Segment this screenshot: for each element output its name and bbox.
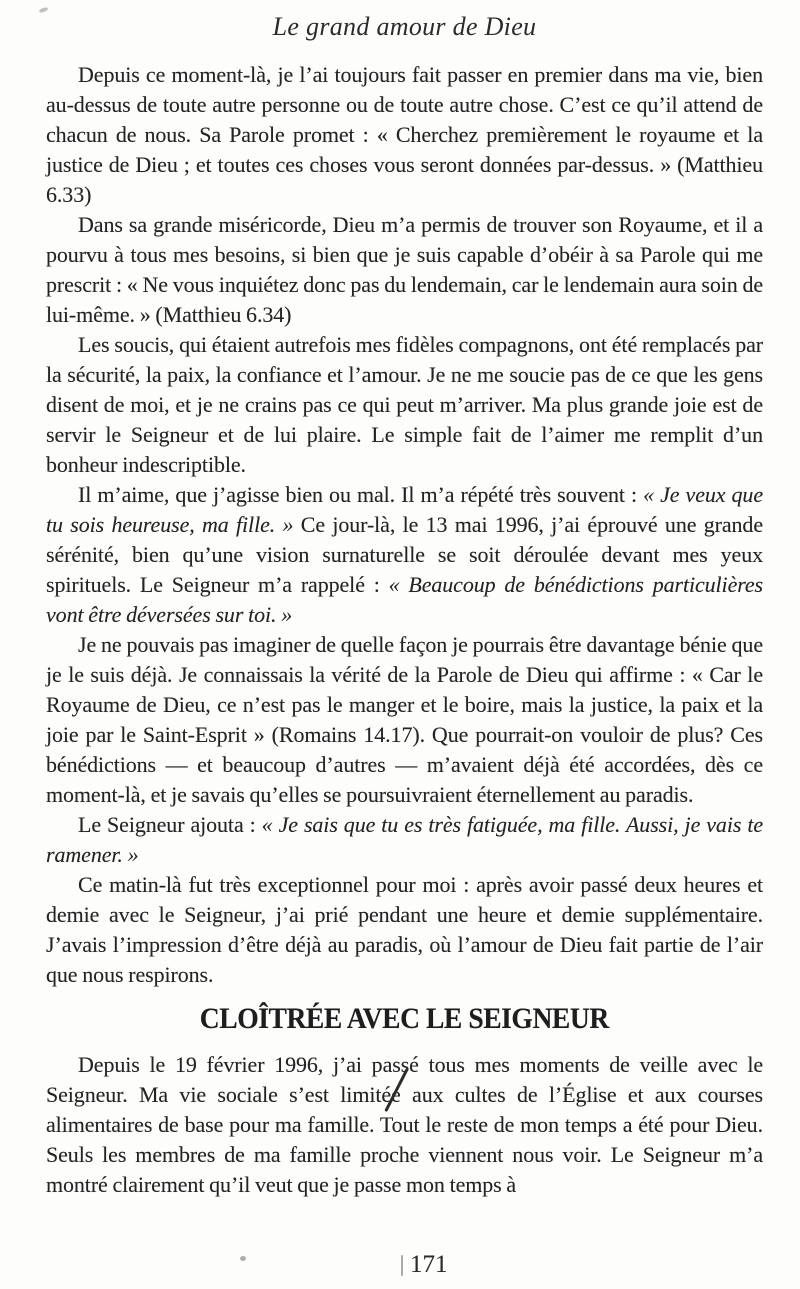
paragraph xyxy=(46,630,763,810)
section-heading-text: CLOÎTRÉE AVEC LE SEIGNEUR xyxy=(199,1002,610,1035)
body-text: Le Seigneur ajouta : xyxy=(78,812,262,837)
body-text: Depuis le 19 février 1996, j’ai passé tous mes moments de veille avec le Seigneur. Ma vie sociale s’est limitée aux cultes de l’Église et aux courses alimentaires de base pour ma famille. Tout le reste de mon temps a été pour Dieu. Seuls les membres de ma famille proche viennent nous voir. Le Seigneur m’a montré clairement qu’il veut que je passe mon temps à xyxy=(46,1052,763,1197)
quoted-speech: « Je sais que tu es très fatiguée, ma fille. Aussi, je vais te ramener. » xyxy=(46,812,763,867)
running-head: Le grand amour de Dieu xyxy=(272,12,537,41)
paragraph xyxy=(46,330,763,480)
body-text: Dans sa grande miséricorde, Dieu m’a permis de trouver son Royaume, et il a pourvu à tous mes besoins, si bien que je suis capable d’obéir à sa Parole qui me prescrit : « Ne vous inquiétez donc pas du lendemain, car le lendemain aura soin de lui-même. » (Matthieu 6.34) xyxy=(46,212,764,327)
body-text: Les soucis, qui étaient autrefois mes fidèles compagnons, ont été remplacés par la sécurité, la paix, la confiance et l’amour. Je ne me soucie pas de ce que les gens disent de moi, et je ne crains pas ce qui peut m’arriver. Ma plus grande joie est de servir le Seigneur et de lui plaire. Le simple fait de l’aimer me remplit d’un bonheur indescriptible. xyxy=(46,332,763,477)
page-number: 171 xyxy=(410,1251,448,1278)
folio xyxy=(401,1252,448,1278)
body-text: Je ne pouvais pas imaginer de quelle façon je pourrais être davantage bénie que je le suis déjà. Je connaissais la vérité de la Parole de Dieu qui affirme : « Car le Royaume de Dieu, ce n’est pas le manger et le boire, mais la justice, la paix et la joie par le Saint-Esprit » (Romains 14.17). Que pourrait-on vouloir de plus? Ces bénédictions — et beaucoup d’autres — m’avaient déjà été accordées, dès ce moment-là, et je savais qu’elles se poursuivraient éternellement au paradis. xyxy=(46,632,763,807)
paragraph xyxy=(46,210,763,330)
body-text: Il m’aime, que j’agisse bien ou mal. Il m’a répété très souvent : xyxy=(78,482,644,507)
body-text: Ce matin-là fut très exceptionnel pour moi : après avoir passé deux heures et demie avec le Seigneur, j’ai prié pendant une heure et demie supplémentaire. J’avais l’impression d’être déjà au paradis, où l’amour de Dieu fait partie de l’air que nous respirons. xyxy=(46,872,763,987)
body-text: Ce jour-là, le 13 mai 1996, j’ai éprouvé une grande sérénité, bien qu’une vision surnaturelle se soit déroulée devant mes yeux spirituels. Le Seigneur m’a rappelé : xyxy=(46,512,763,597)
paragraph xyxy=(46,870,763,990)
section-heading xyxy=(46,1002,763,1036)
folio-tick-mark xyxy=(401,1255,403,1276)
paragraph xyxy=(46,60,763,210)
quoted-speech: « Je veux que tu sois heureuse, ma fille. » xyxy=(46,482,763,537)
paragraph xyxy=(46,480,763,630)
paragraph xyxy=(46,810,763,870)
body-text-before-heading xyxy=(46,60,763,990)
scan-speck-bottom xyxy=(240,1256,246,1261)
body-text: Depuis ce moment-là, je l’ai toujours fait passer en premier dans ma vie, bien au-dessus de toute autre personne ou de toute autre chose. C’est ce qu’il attend de chacun de nous. Sa Parole promet : « Cherchez premièrement le royaume et la justice de Dieu ; et toutes ces choses vous seront données par-dessus. » (Matthieu 6.33) xyxy=(46,62,763,207)
quoted-speech: « Beaucoup de bénédictions particulières vont être déversées sur toi. » xyxy=(46,572,764,627)
